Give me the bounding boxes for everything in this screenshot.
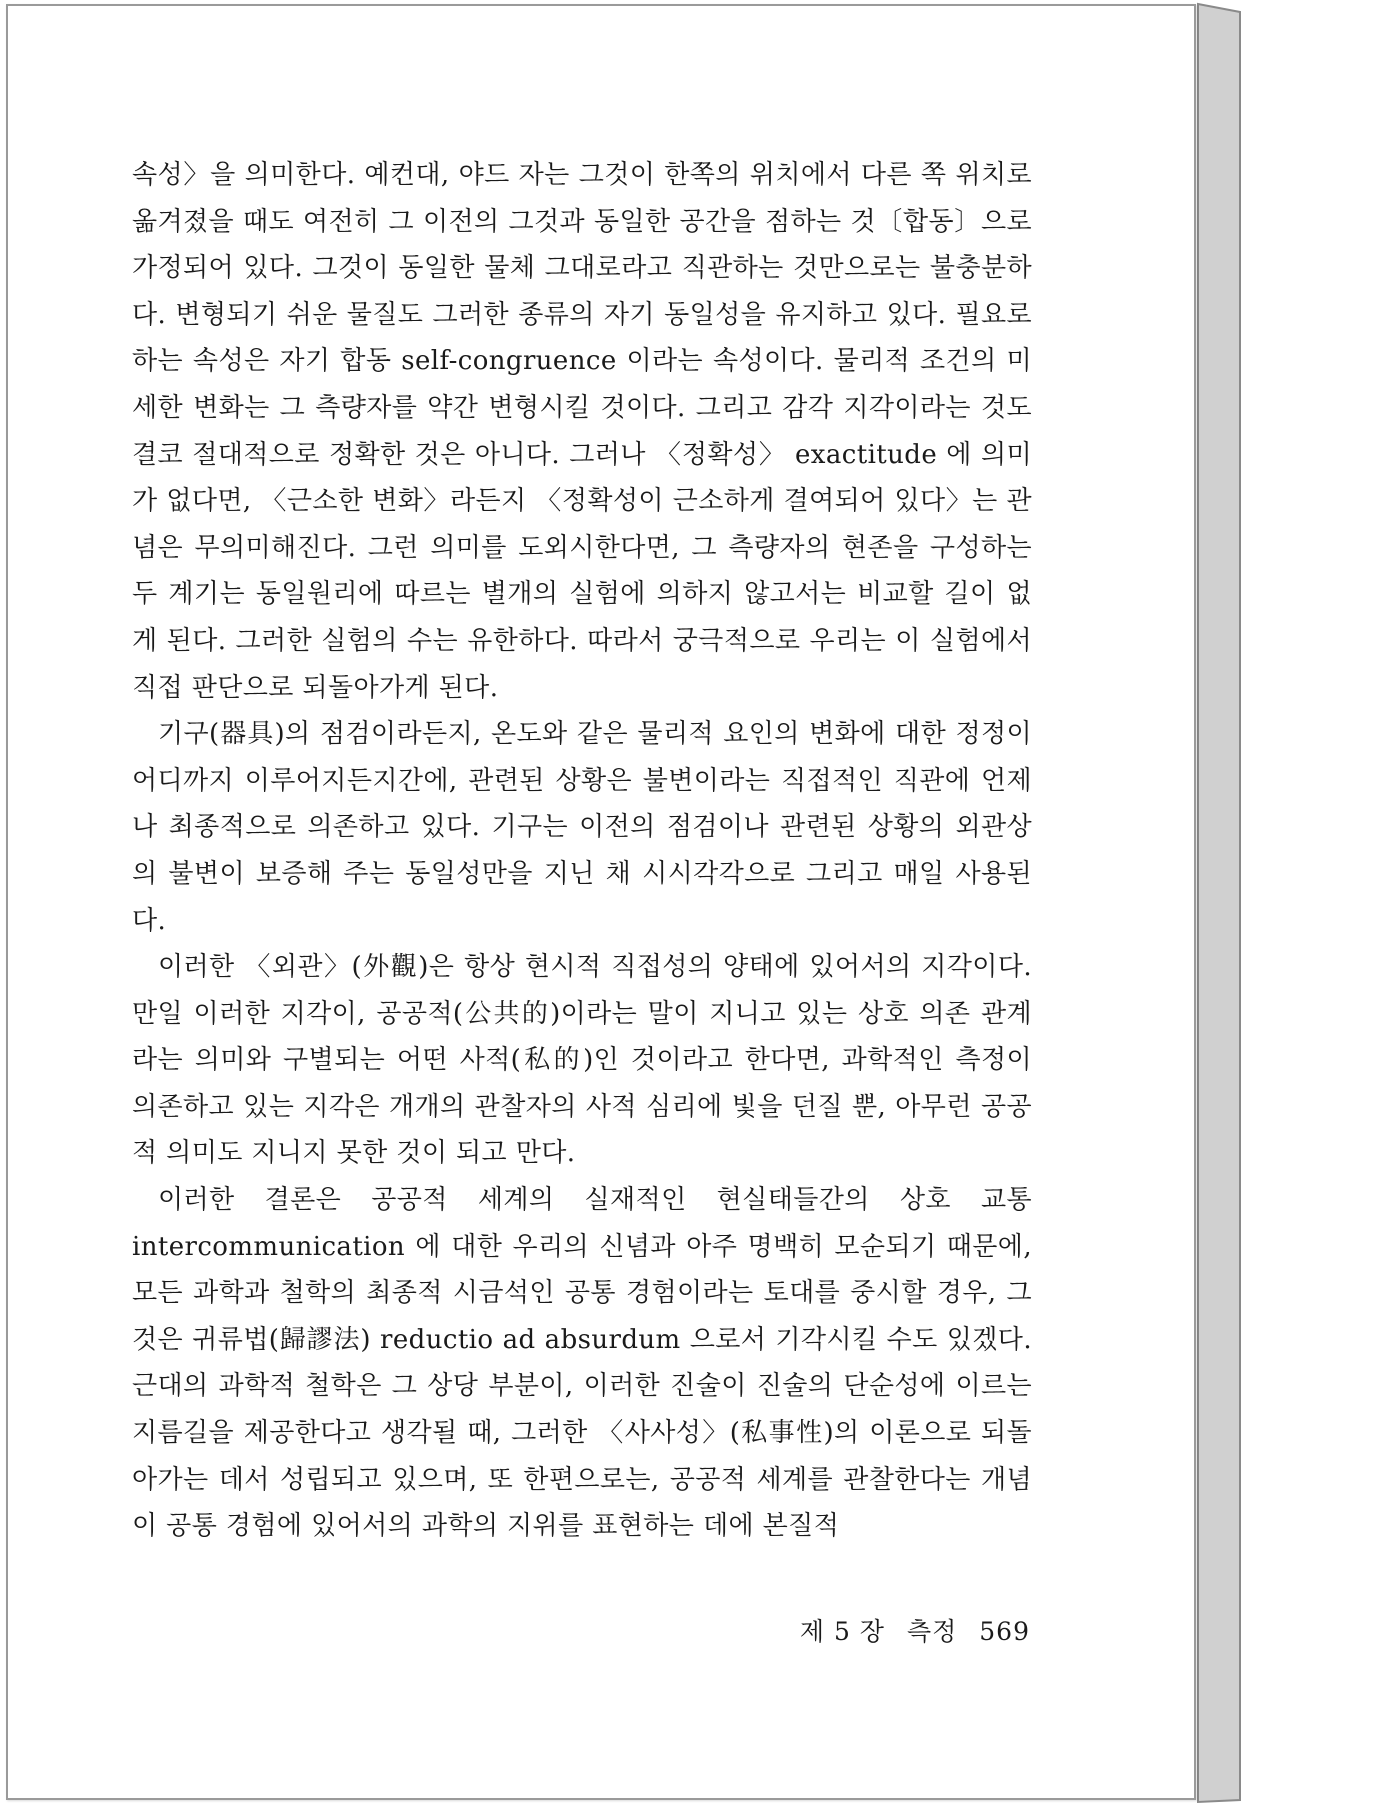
paragraph: 이러한 〈외관〉(外觀)은 항상 현시적 직접성의 양태에 있어서의 지각이다. 만일 이러한 지각이, 공공적(公共的)이라는 말이 지니고 있는 상호 의존 관계라는 의미와 구별되는 어떤 사적(私的)인 것이라고 한다면, 과학적인 측정이 의존하고 있는 지각은 개개의 관찰자의 사적 심리에 빛을 던질 뿐, 아무런 공공적 의미도 지니지 못한 것이 되고 만다.	[132, 952, 1032, 1169]
body-text	[132, 152, 1032, 1550]
paragraph: 기구(器具)의 점검이라든지, 온도와 같은 물리적 요인의 변화에 대한 정정이 어디까지 이루어지든지간에, 관련된 상황은 불변이라는 직접적인 직관에 언제나 최종적으로 의존하고 있다. 기구는 이전의 점검이나 관련된 상황의 외관상의 불변이 보증해 주는 동일성만을 지닌 채 시시각각으로 그리고 매일 사용된다.	[132, 719, 1032, 936]
chapter-label: 제 5 장	[799, 1617, 885, 1646]
section-label: 측정	[906, 1617, 958, 1646]
book-side-panel	[1198, 4, 1240, 1802]
page-footer	[780, 1612, 1030, 1648]
paragraph: 속성〉을 의미한다. 예컨대, 야드 자는 그것이 한쪽의 위치에서 다른 쪽 위치로 옮겨졌을 때도 여전히 그 이전의 그것과 동일한 공간을 점하는 것〔합동〕으로 가정되어 있다. 그것이 동일한 물체 그대로라고 직관하는 것만으로는 불충분하다. 변형되기 쉬운 물질도 그러한 종류의 자기 동일성을 유지하고 있다. 필요로 하는 속성은 자기 합동 self-congruence 이라는 속성이다. 물리적 조건의 미세한 변화는 그 측량자를 약간 변형시킬 것이다. 그리고 감각 지각이라는 것도 결코 절대적으로 정확한 것은 아니다. 그러나 〈정확성〉 exactitude 에 의미가 없다면, 〈근소한 변화〉라든지 〈정확성이 근소하게 결여되어 있다〉는 관념은 무의미해진다. 그런 의미를 도외시한다면, 그 측량자의 현존을 구성하는 두 계기는 동일원리에 따르는 별개의 실험에 의하지 않고서는 비교할 길이 없게 된다. 그러한 실험의 수는 유한하다. 따라서 궁극적으로 우리는 이 실험에서 직접 판단으로 되돌아가게 된다.	[132, 160, 1032, 703]
paragraph: 이러한 결론은 공공적 세계의 실재적인 현실태들간의 상호 교통 intercommunication 에 대한 우리의 신념과 아주 명백히 모순되기 때문에, 모든 과학과 철학의 최종적 시금석인 공통 경험이라는 토대를 중시할 경우, 그것은 귀류법(歸謬法) reductio ad absurdum 으로서 기각시킬 수도 있겠다. 근대의 과학적 철학은 그 상당 부분이, 이러한 진술이 진술의 단순성에 이르는 지름길을 제공한다고 생각될 때, 그러한 〈사사성〉(私事性)의 이론으로 되돌아가는 데서 성립되고 있으며, 또 한편으로는, 공공적 세계를 관찰한다는 개념이 공통 경험에 있어서의 과학의 지위를 표현하는 데에 본질적	[132, 1185, 1032, 1542]
page-number: 569	[979, 1617, 1030, 1646]
